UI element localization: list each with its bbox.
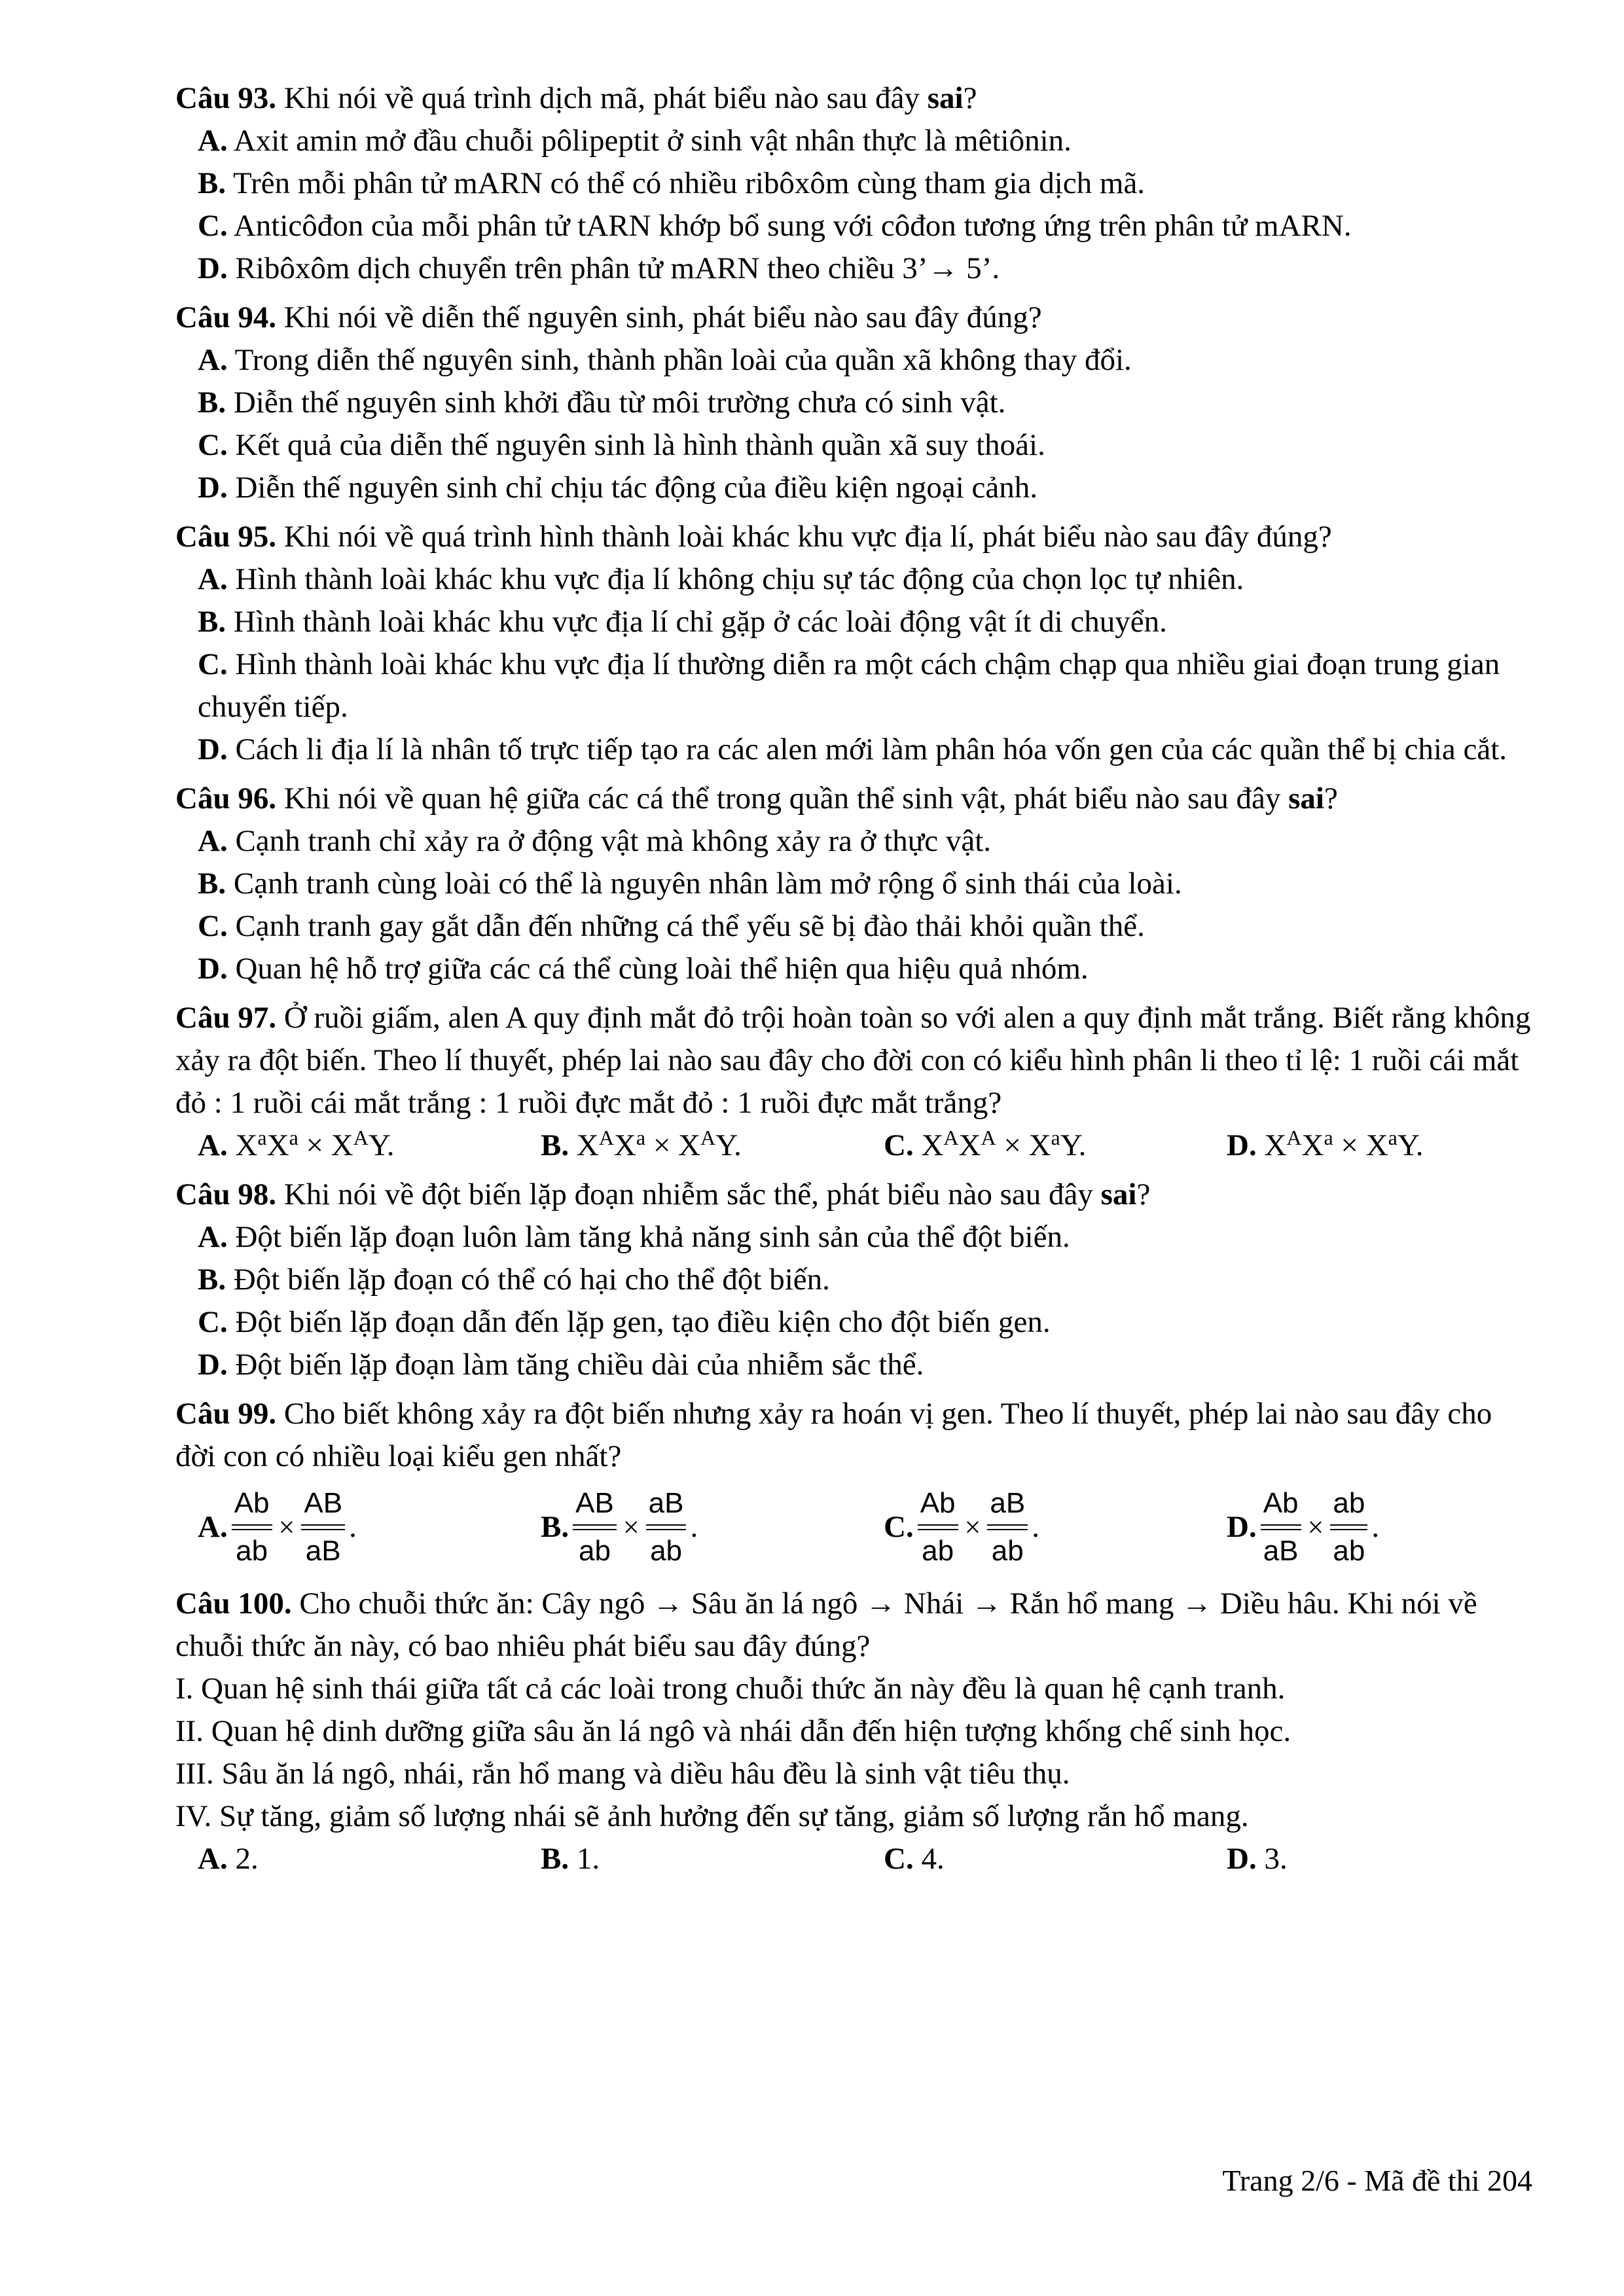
genotype-fraction: $\frac{AB}{ab}$ (573, 1485, 617, 1570)
option-d: D. Quan hệ hỗ trợ giữa các cá thể cùng loài thể hiện qua hiệu quả nhóm. (198, 952, 1089, 986)
question-stem: Câu 96. Khi nói về quan hệ giữa các cá thể trong quần thể sinh vật, phát biểu nào sau đây sai? (175, 781, 1338, 816)
statement-1: I. Quan hệ sinh thái giữa tất cả các loài trong chuỗi thức ăn này đều là quan hệ cạnh tranh. (175, 1672, 1286, 1706)
option-a: A. 2. (198, 1842, 259, 1876)
option-c: C. Cạnh tranh gay gắt dẫn đến những cá thể yếu sẽ bị đào thải khỏi quần thể. (198, 909, 1145, 943)
question-94 (175, 296, 1538, 509)
options-row (175, 1124, 1538, 1167)
option-c: C. Anticôđon của mỗi phân tử tARN khớp bổ sung với côđon tương ứng trên phân tử mARN. (198, 209, 1352, 243)
question-stem: Câu 94. Khi nói về diễn thế nguyên sinh, phát biểu nào sau đây đúng? (175, 300, 1042, 334)
option-c: C. Đột biến lặp đoạn dẫn đến lặp gen, tạo điều kiện cho đột biến gen. (198, 1305, 1051, 1339)
genotype-fraction: $\frac{Ab}{ab}$ (232, 1485, 272, 1570)
option-d: D. Diễn thế nguyên sinh chỉ chịu tác động của điều kiện ngoại cảnh. (198, 471, 1038, 505)
page-footer: Trang 2/6 - Mã đề thi 204 (1222, 2164, 1532, 2197)
option-c: C. 4. (884, 1842, 945, 1876)
option-a: A. Đột biến lặp đoạn luôn làm tăng khả năng sinh sản của thể đột biến. (198, 1220, 1070, 1254)
genotype-fraction: $\frac{ab}{ab}$ (1330, 1485, 1367, 1570)
option-c: C. $\frac{Ab}{ab}$ × $\frac{aB}{ab}$ . (884, 1478, 1039, 1576)
option-b: B. Trên mỗi phân tử mARN có thể có nhiều ribôxôm cùng tham gia dịch mã. (198, 166, 1146, 200)
option-d: D. $\frac{Ab}{aB}$ × $\frac{ab}{ab}$ . (1227, 1478, 1379, 1576)
genotype-fraction: $\frac{aB}{ab}$ (987, 1485, 1028, 1570)
question-97 (175, 997, 1538, 1167)
exam-page (175, 77, 1538, 1887)
option-d: D. $X^AX^a \times X^aY$. (1227, 1126, 1424, 1162)
option-b: B. Cạnh tranh cùng loài có thể là nguyên nhân làm mở rộng ổ sinh thái của loài. (198, 867, 1182, 901)
option-a: A. Hình thành loài khác khu vực địa lí không chịu sự tác động của chọn lọc tự nhiên. (198, 562, 1244, 596)
genotype-fraction: $\frac{Ab}{ab}$ (918, 1485, 958, 1570)
option-d: D. Ribôxôm dịch chuyển trên phân tử mARN theo chiều 3’→ 5’. (198, 251, 1000, 285)
option-d: D. 3. (1227, 1842, 1288, 1876)
genotype-fraction: $\frac{Ab}{aB}$ (1261, 1485, 1301, 1570)
question-stem: Câu 100. Cho chuỗi thức ăn: Cây ngô → Sâu ăn lá ngô → Nhái → Rắn hổ mang → Diều hâu. Khi nói về chuỗi thức ăn này, có bao nhiêu phát biểu sau đây đúng? (175, 1587, 1477, 1663)
genotype-fraction: $\frac{AB}{aB}$ (301, 1485, 345, 1570)
option-c: C. $X^AX^A \times X^aY$. (884, 1126, 1087, 1162)
question-100 (175, 1583, 1538, 1880)
statement-2: II. Quan hệ dinh dưỡng giữa sâu ăn lá ngô và nhái dẫn đến hiện tượng khống chế sinh học. (175, 1714, 1291, 1748)
genotype-fraction: $\frac{aB}{ab}$ (646, 1485, 687, 1570)
options-row (175, 1478, 1538, 1576)
option-c: C. Hình thành loài khác khu vực địa lí thường diễn ra một cách chậm chạp qua nhiều giai đoạn trung gian chuyển tiếp. (198, 647, 1500, 724)
option-a: A. Trong diễn thế nguyên sinh, thành phần loài của quần xã không thay đổi. (198, 343, 1132, 377)
question-stem: Câu 97. Ở ruồi giấm, alen A quy định mắt đỏ trội hoàn toàn so với alen a quy định mắt trắng. Biết rằng không xảy ra đột biến. Theo lí thuyết, phép lai nào sau đây cho đời con có kiểu hình phân li theo tỉ lệ: 1 ruồi cái mắt đỏ : 1 ruồi cái mắt trắng : 1 ruồi đực mắt đỏ : 1 ruồi đực mắt trắng? (175, 1001, 1531, 1120)
question-stem: Câu 98. Khi nói về đột biến lặp đoạn nhiễm sắc thể, phát biểu nào sau đây sai? (175, 1177, 1151, 1211)
option-d: D. Cách li địa lí là nhân tố trực tiếp tạo ra các alen mới làm phân hóa vốn gen của các quần thể bị chia cắt. (198, 732, 1507, 766)
option-b: B. $X^AX^a \times X^AY$. (541, 1126, 742, 1162)
option-a: A. $X^aX^a \times X^AY$. (198, 1126, 395, 1162)
question-95 (175, 516, 1538, 771)
question-stem: Câu 95. Khi nói về quá trình hình thành loài khác khu vực địa lí, phát biểu nào sau đây đúng? (175, 520, 1332, 554)
option-a: A. Axit amin mở đầu chuỗi pôlipeptit ở sinh vật nhân thực là mêtiônin. (198, 124, 1072, 158)
question-96 (175, 778, 1538, 990)
option-a: A. Cạnh tranh chỉ xảy ra ở động vật mà không xảy ra ở thực vật. (198, 824, 992, 858)
options-row (175, 1838, 1538, 1880)
statement-3: III. Sâu ăn lá ngô, nhái, rắn hổ mang và diều hâu đều là sinh vật tiêu thụ. (175, 1757, 1070, 1791)
option-b: B. Hình thành loài khác khu vực địa lí chỉ gặp ở các loài động vật ít di chuyển. (198, 605, 1167, 639)
option-b: B. 1. (541, 1842, 600, 1876)
statement-4: IV. Sự tăng, giảm số lượng nhái sẽ ảnh hưởng đến sự tăng, giảm số lượng rắn hổ mang. (175, 1799, 1249, 1833)
option-a: A. $\frac{Ab}{ab}$ × $\frac{AB}{aB}$ . (198, 1478, 357, 1576)
option-b: B. $\frac{AB}{ab}$ × $\frac{aB}{ab}$ . (541, 1478, 698, 1576)
option-b: B. Diễn thế nguyên sinh khởi đầu từ môi trường chưa có sinh vật. (198, 386, 1006, 420)
question-98 (175, 1174, 1538, 1386)
question-93 (175, 77, 1538, 290)
option-b: B. Đột biến lặp đoạn có thể có hại cho thể đột biến. (198, 1263, 830, 1297)
question-99 (175, 1393, 1538, 1576)
question-stem: Câu 93. Khi nói về quá trình dịch mã, phát biểu nào sau đây sai? (175, 81, 977, 115)
option-d: D. Đột biến lặp đoạn làm tăng chiều dài của nhiễm sắc thể. (198, 1348, 924, 1382)
question-stem: Câu 99. Cho biết không xảy ra đột biến nhưng xảy ra hoán vị gen. Theo lí thuyết, phép lai nào sau đây cho đời con có nhiều loại kiểu gen nhất? (175, 1397, 1492, 1473)
option-c: C. Kết quả của diễn thế nguyên sinh là hình thành quần xã suy thoái. (198, 428, 1045, 462)
